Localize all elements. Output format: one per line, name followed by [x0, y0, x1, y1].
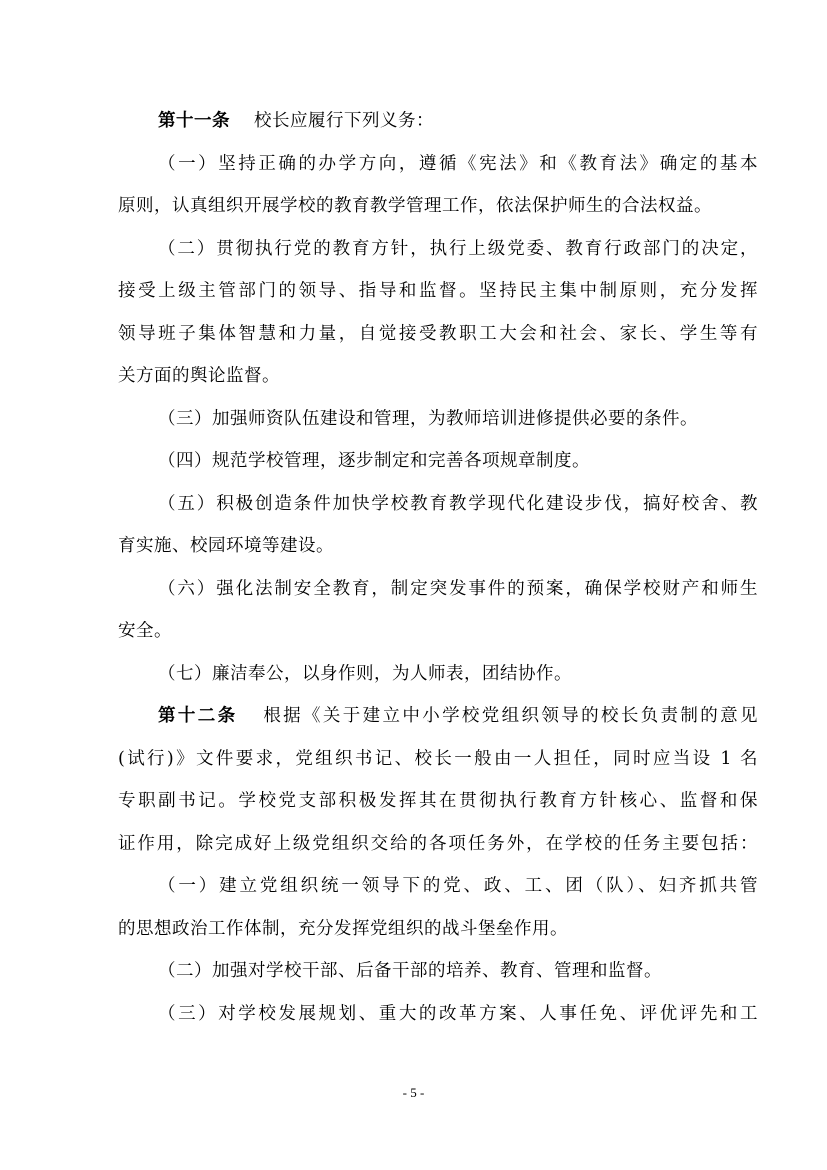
- paragraph-line: 领导班子集体智慧和力量，自觉接受教职工大会和社会、家长、学生等有: [118, 323, 758, 344]
- paragraph-line: (试行)》文件要求，党组织书记、校长一般由一人担任，同时应当设 1 名: [118, 748, 758, 769]
- paragraph-line: （一）坚持正确的办学方向，遵循《宪法》和《教育法》确定的基本: [158, 153, 758, 174]
- document-body: [118, 100, 758, 1035]
- article-heading: 第十二条: [158, 706, 238, 726]
- article-text: 根据《关于建立中小学校党组织领导的校长负责制的意见: [261, 706, 758, 726]
- paragraph-line: （五）积极创造条件加快学校教育教学现代化建设步伐，搞好校舍、教: [158, 493, 758, 514]
- paragraph-line: 原则，认真组织开展学校的教育教学管理工作，依法保护师生的合法权益。: [118, 196, 712, 216]
- paragraph-line: （三）对学校发展规划、重大的改革方案、人事任免、评优评先和工: [158, 1003, 758, 1024]
- paragraph-line: （三）加强师资队伍建设和管理，为教师培训进修提供必要的条件。: [158, 408, 698, 429]
- paragraph-line: （四）规范学校管理，逐步制定和完善各项规章制度。: [158, 451, 590, 471]
- paragraph-line: 的思想政治工作体制，充分发挥党组织的战斗堡垒作用。: [118, 918, 568, 939]
- paragraph-line: （一）建立党组织统一领导下的党、政、工、团（队）、妇齐抓共管: [158, 876, 758, 896]
- paragraph-line: （二）贯彻执行党的教育方针，执行上级党委、教育行政部门的决定，: [158, 238, 758, 259]
- paragraph-line: （六）强化法制安全教育，制定突发事件的预案，确保学校财产和师生: [158, 578, 758, 599]
- paragraph-line: 育实施、校园环境等建设。: [118, 536, 334, 556]
- paragraph-line: 安全。: [118, 621, 172, 641]
- paragraph-line: 专职副书记。学校党支部积极发挥其在贯彻执行教育方针核心、监督和保: [118, 791, 758, 811]
- paragraph-line: （七）廉洁奉公，以身作则，为人师表，团结协作。: [158, 663, 572, 684]
- paragraph-line: 接受上级主管部门的领导、指导和监督。坚持民主集中制原则，充分发挥: [118, 281, 758, 301]
- page-number: - 5 -: [402, 1085, 425, 1100]
- article-11-heading-line: [118, 100, 758, 143]
- paragraph-line: 关方面的舆论监督。: [118, 366, 280, 386]
- article-intro: 校长应履行下列义务：: [254, 111, 434, 131]
- article-heading: 第十一条: [158, 111, 230, 131]
- paragraph-line: （二）加强对学校干部、后备干部的培养、教育、管理和监督。: [158, 961, 662, 981]
- paragraph-line: 证作用，除完成好上级党组织交给的各项任务外，在学校的任务主要包括：: [118, 833, 758, 854]
- article-12-heading-line: [118, 695, 758, 738]
